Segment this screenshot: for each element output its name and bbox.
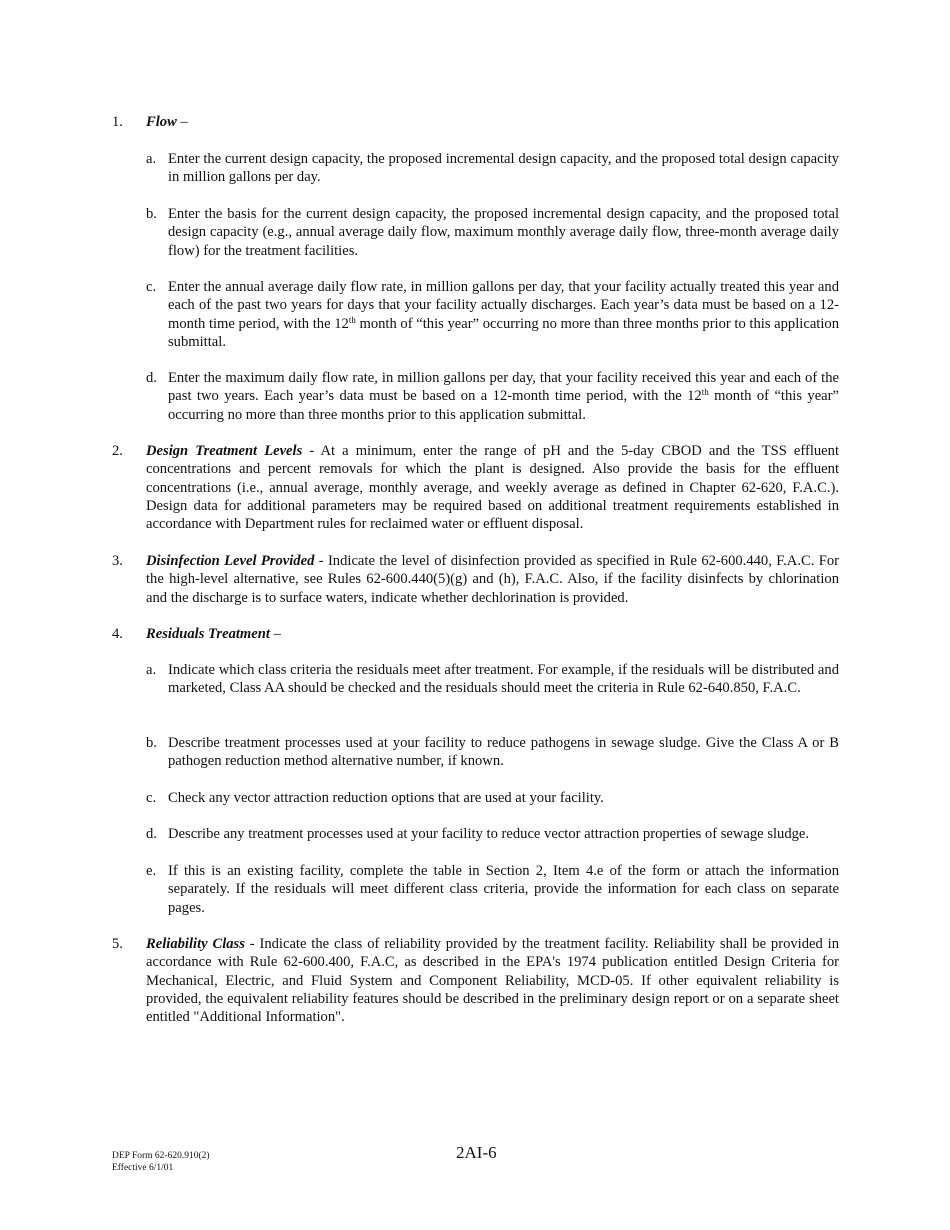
sub-text: Enter the current design capacity, the proposed incremental design capacity, and the proposed total design capacity in million gallons per day. xyxy=(168,151,839,186)
sub-letter: b. xyxy=(146,206,157,222)
item-number: 3. xyxy=(112,553,123,569)
item-heading: Disinfection Level Provided xyxy=(146,553,315,569)
residuals-sub-a xyxy=(146,661,839,698)
item-number: 1. xyxy=(112,114,123,130)
ordinal-superscript: th xyxy=(348,314,356,325)
item-heading: Flow xyxy=(146,114,177,130)
sub-text: If this is an existing facility, complete the table in Section 2, Item 4.e of the form or attach the information separately. If the residuals will meet different class criteria, provide the information for each class on separate pages. xyxy=(168,863,839,916)
sub-text: Check any vector attraction reduction options that are used at your facility. xyxy=(168,790,604,806)
sub-text: Describe treatment processes used at your facility to reduce pathogens in sewage sludge. Give the Class A or B pathogen reduction method alternative number, if known. xyxy=(168,735,839,770)
item-heading: Reliability Class xyxy=(146,936,245,952)
flow-sub-c xyxy=(146,278,839,351)
sub-letter: d. xyxy=(146,370,157,386)
item-number: 5. xyxy=(112,936,123,952)
flow-sub-a xyxy=(146,150,839,187)
sub-letter: c. xyxy=(146,279,157,295)
sub-letter: d. xyxy=(146,826,157,842)
item-number: 2. xyxy=(112,443,123,459)
item-dash: – xyxy=(176,114,188,130)
flow-sub-d xyxy=(146,369,839,424)
sub-text xyxy=(168,278,839,351)
sub-text-part: month of “this year” occurring no more than three months prior to this application submittal. xyxy=(168,388,840,423)
sub-text-part: month of “this year” occurring no more than three months prior to this application submittal. xyxy=(168,315,839,350)
section-2-design-treatment-levels xyxy=(112,442,839,533)
page-number: 2AI-6 xyxy=(456,1143,497,1162)
sub-letter: a. xyxy=(146,662,157,678)
residuals-sub-b xyxy=(146,734,839,771)
item-heading: Design Treatment Levels xyxy=(146,443,303,459)
sub-letter: e. xyxy=(146,863,157,879)
residuals-sub-e xyxy=(146,862,839,917)
residuals-sub-d xyxy=(146,825,839,843)
item-number: 4. xyxy=(112,626,123,642)
sub-text: Enter the basis for the current design capacity, the proposed incremental design capacity, and the proposed total design capacity (e.g., annual average daily flow, maximum monthly average daily flow, three-month average daily flow) for the treatment facilities. xyxy=(168,206,839,259)
flow-sub-b xyxy=(146,205,839,260)
section-3-disinfection-level xyxy=(112,552,839,607)
residuals-sub-c xyxy=(146,789,839,807)
sub-text xyxy=(168,369,839,424)
item-heading: Residuals Treatment xyxy=(146,626,270,642)
sub-text-part: Enter the annual average daily flow rate, in million gallons per day, that your facility actually treated this year and each of the past two years for days that your facility actually discharges. Each year’s data must be based on a 12-month time period, with the 12 xyxy=(168,279,839,332)
section-5-reliability-class xyxy=(112,935,839,1026)
item-text: - Indicate the class of reliability provided by the treatment facility. Reliability shall be provided in accordance with Rule 62-600.400, F.A.C, as described in the EPA's 1974 publication entitled Design Criteria for Mechanical, Electric, and Fluid System and Component Reliability, MCD-05. If other equivalent reliability is provided, the equivalent reliability features should be described in the preliminary design report or on a separate sheet entitled "Additional Information". xyxy=(146,936,839,1026)
sub-text-part: Enter the maximum daily flow rate, in million gallons per day, that your facility received this year and each of the past two years. Each year’s data must be based on a 12-month time period, with the 12 xyxy=(168,370,839,405)
section-4-residuals-treatment xyxy=(112,625,839,643)
footer-form-info xyxy=(112,1150,210,1174)
ordinal-superscript: th xyxy=(701,387,709,398)
footer-effective-date: Effective 6/1/01 xyxy=(112,1163,174,1173)
sub-letter: c. xyxy=(146,790,157,806)
item-text: - Indicate the level of disinfection provided as specified in Rule 62-600.440, F.A.C. For the high-level alternative, see Rules 62-600.440(5)(g) and (h), F.A.C. Also, if the facility disinfects by chlorination and the discharge is to surface waters, indicate whether dechlorination is provided. xyxy=(146,553,839,606)
item-dash: – xyxy=(269,626,281,642)
item-text: - At a minimum, enter the range of pH and the 5-day CBOD and the TSS effluent concentrations and percent removals for which the plant is designed. Also provide the basis for the effluent concentrations (i.e., annual average, monthly average, and weekly average as defined in Chapter 62-620, F.A.C.). Design data for additional parameters may be required based on additional treatment requirements established in accordance with Department rules for reclaimed water or effluent disposal. xyxy=(146,443,840,533)
sub-letter: b. xyxy=(146,735,157,751)
sub-text: Indicate which class criteria the residuals meet after treatment. For example, if the residuals will be distributed and marketed, Class AA should be checked and the residuals should meet the criteria in Rule 62-640.850, F.A.C. xyxy=(168,662,839,697)
section-1-flow xyxy=(112,113,839,131)
sub-text: Describe any treatment processes used at your facility to reduce vector attraction properties of sewage sludge. xyxy=(168,826,810,842)
footer-form-number: DEP Form 62-620.910(2) xyxy=(112,1151,210,1161)
sub-letter: a. xyxy=(146,151,157,167)
